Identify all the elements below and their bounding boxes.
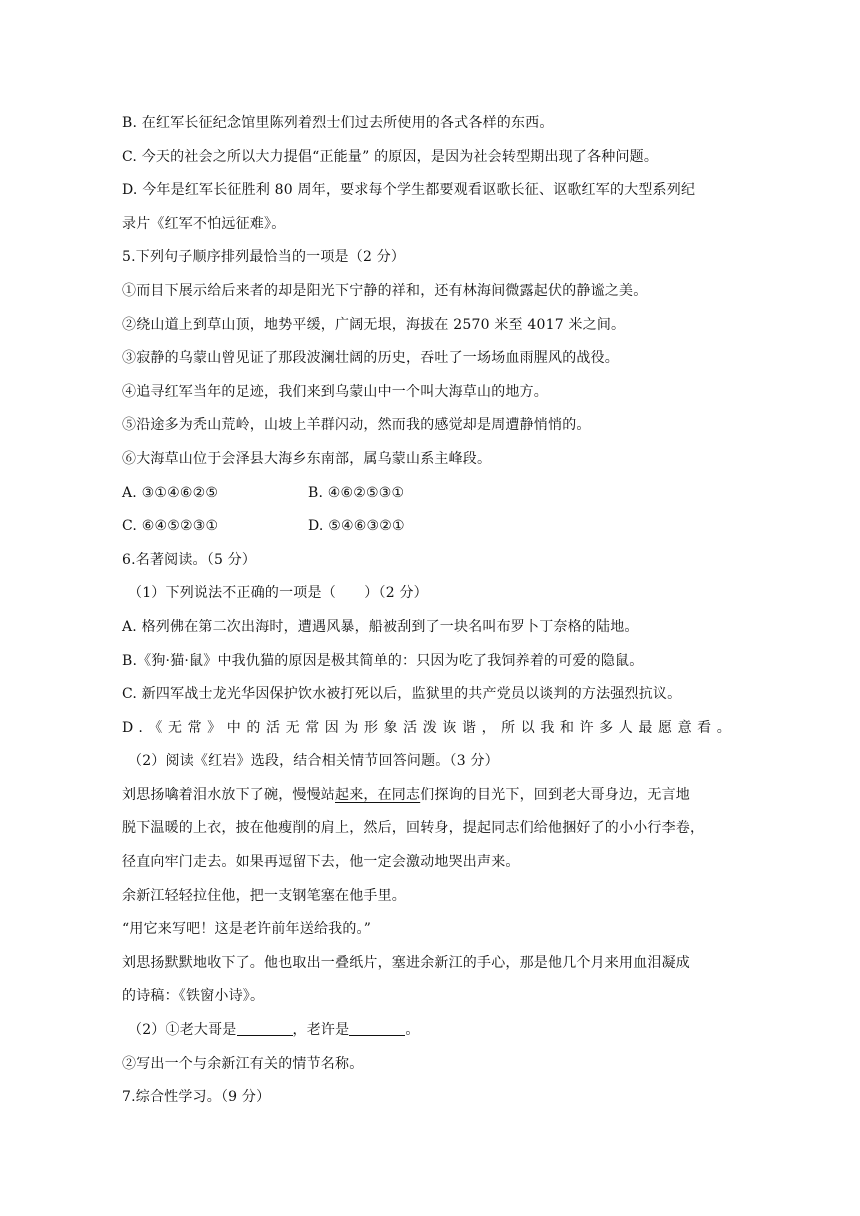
passage-line-3: 径直向牢门走去。如果再逗留下去，他一定会激动地哭出声来。	[122, 854, 520, 871]
passage-text: 们探询的目光下，回到老大哥身边，无言地	[420, 786, 691, 803]
option-d-line-1: D. 今年是红军长征胜利 80 周年，要求每个学生都要观看讴歌长征、讴歌红军的大型系列纪	[122, 182, 696, 199]
q5-options-row-1	[122, 477, 727, 511]
q5-option-b[interactable]: B. ④⑥②⑤③①	[308, 484, 405, 501]
q5-option-c[interactable]: C. ⑥④⑤②③①	[122, 518, 219, 535]
q6-2a-prefix: （2）①老大哥是	[128, 1022, 237, 1039]
answer-blank-1[interactable]	[237, 1021, 293, 1036]
option-c-line: C. 今天的社会之所以大力提倡“正能量” 的原因，是因为社会转型期出现了各种问题。	[122, 148, 659, 165]
passage-line-7: 的诗稿：《铁窗小诗》。	[122, 988, 265, 1005]
q6-1-option-c[interactable]: C. 新四军战士龙光华因保护饮水被打死以后，监狱里的共产党员以谈判的方法强烈抗议。	[122, 686, 682, 703]
question-5-title: 5.下列句子顺序排列最恰当的一项是（2 分）	[122, 249, 406, 266]
q6-2a-end: 。	[405, 1022, 420, 1039]
sentence-1: ①而目下展示给后来者的却是阳光下宁静的祥和，还有林海间微露起伏的静谧之美。	[122, 282, 648, 299]
sentence-3: ③寂静的乌蒙山曾见证了那段波澜壮阔的历史，吞吐了一场场血雨腥风的战役。	[122, 350, 619, 367]
option-d-line-2: 录片《红军不怕远征难》。	[122, 215, 286, 232]
question-6-part-2: （2）阅读《红岩》选段，结合相关情节回答问题。（3 分）	[128, 753, 499, 770]
question-7-title: 7.综合性学习。（9 分）	[122, 1089, 271, 1106]
q6-1-option-a[interactable]: A. 格列佛在第二次出海时，遭遇风暴，船被刮到了一块名叫布罗卜丁奈格的陆地。	[122, 618, 639, 635]
sentence-6: ⑥大海草山位于会泽县大海乡东南部，属乌蒙山系主峰段。	[122, 450, 492, 467]
sentence-4: ④追寻红军当年的足迹，我们来到乌蒙山中一个叫大海草山的地方。	[122, 383, 548, 400]
question-6-part-1: （1）下列说法不正确的一项是（ ）（2 分）	[128, 585, 428, 602]
passage-line-6: 刘思扬默默地收下了。他也取出一叠纸片，塞进余新江的手心，那是他几个月来用血泪凝成	[122, 954, 690, 971]
passage-line-2: 脱下温暖的上衣，披在他瘦削的肩上，然后，回转身，提起同志们给他捆好了的小小行李卷，	[122, 820, 705, 837]
sentence-5: ⑤沿途多为秃山荒岭，山坡上羊群闪动，然而我的感觉却是周遭静悄悄的。	[122, 417, 591, 434]
q6-2-subquestion-1	[122, 1014, 727, 1048]
answer-blank-2[interactable]	[349, 1021, 405, 1036]
exam-page	[122, 107, 737, 1115]
q5-option-d[interactable]: D. ⑤④⑥③②①	[308, 518, 405, 535]
passage-line-5: “用它来写吧！这是老许前年送给我的。”	[122, 921, 372, 938]
q6-1-option-b[interactable]: B.《狗·猫·鼠》中我仇猫的原因是极其简单的：只因为吃了我饲养着的可爱的隐鼠。	[122, 652, 644, 669]
q6-2-subquestion-2: ②写出一个与余新江有关的情节名称。	[122, 1055, 364, 1072]
q6-1-option-d[interactable]: D.《无常》中的活无常因为形象活泼诙谐，所以我和许多人最愿意看。	[122, 719, 737, 736]
q5-option-a[interactable]: A. ③①④⑥②⑤	[122, 484, 219, 501]
passage-line-1	[122, 779, 727, 813]
question-6-title: 6.名著阅读。（5 分）	[122, 551, 257, 568]
passage-line-4: 余新江轻轻拉住他，把一支钢笔塞在他手里。	[122, 887, 406, 904]
passage-text: 刘思扬噙着泪水放下了碗，慢慢站	[122, 786, 335, 803]
q6-2a-middle: ，老许是	[292, 1022, 350, 1039]
sentence-2: ②绕山道上到草山顶，地势平缓，广阔无垠，海拔在 2570 米至 4017 米之间。	[122, 316, 626, 333]
q5-options-row-2	[122, 510, 727, 544]
underlined-text: 起来，在同志	[335, 786, 421, 803]
option-b-line: B. 在红军长征纪念馆里陈列着烈士们过去所使用的各式各样的东西。	[122, 115, 554, 131]
